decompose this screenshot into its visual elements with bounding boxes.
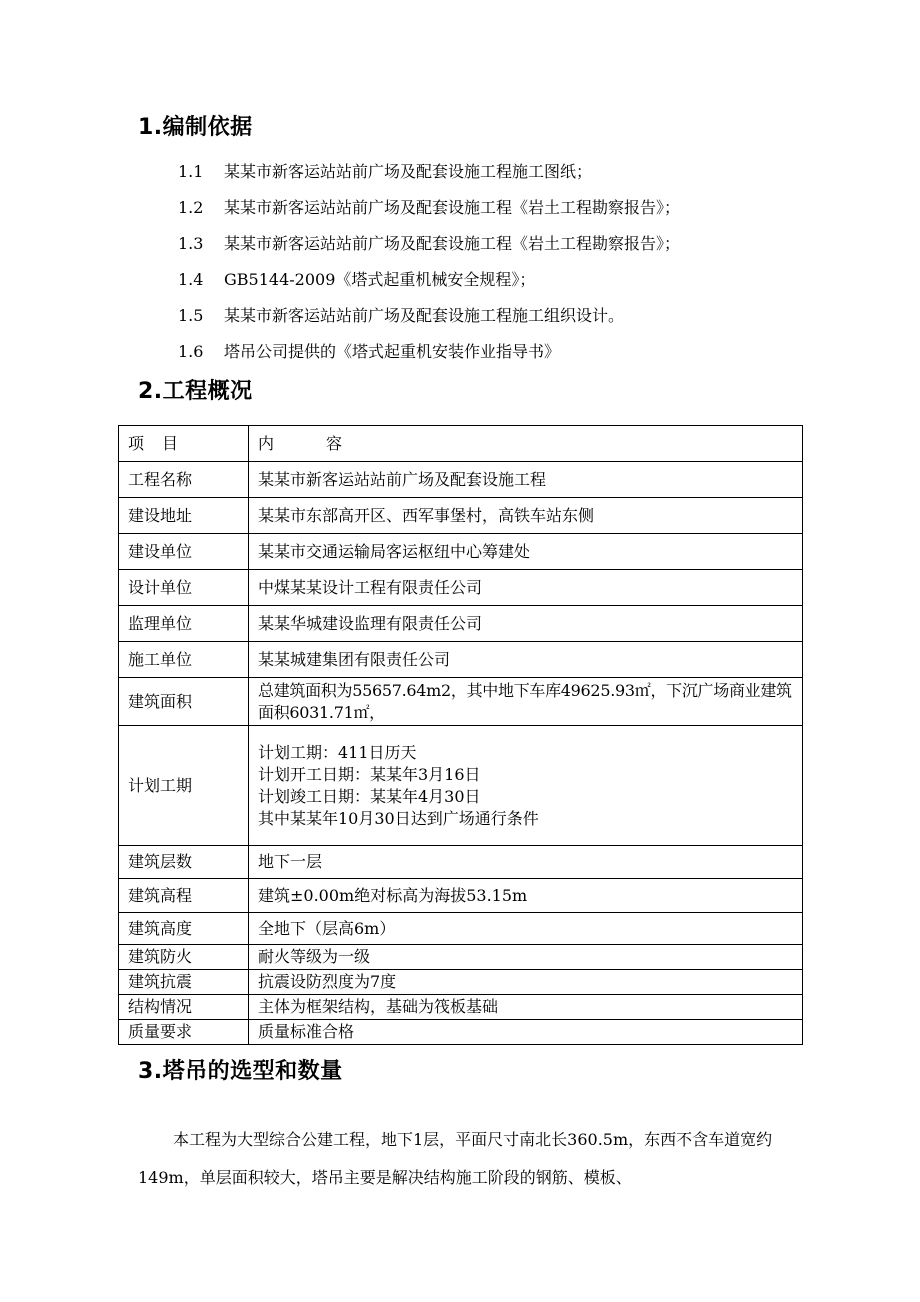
section-title-overview: 2.工程概况: [138, 379, 253, 404]
row-label: 建筑防火: [119, 945, 249, 970]
basis-item-text: 某某市新客运站站前广场及配套设施工程施工图纸；: [224, 162, 593, 181]
row-label: 建设地址: [119, 498, 249, 534]
table-row: [119, 678, 803, 726]
row-value: 抗震设防烈度为7度: [249, 970, 803, 995]
section-title-basis: 1.编制依据: [138, 115, 253, 140]
table-row: [119, 726, 803, 846]
basis-item-text: 某某市新客运站站前广场及配套设施工程《岩土工程勘察报告》；: [224, 234, 681, 253]
table-row: [119, 945, 803, 970]
schedule-line: 计划竣工日期：某某年4月30日: [258, 786, 481, 806]
row-label: 监理单位: [119, 606, 249, 642]
crane-paragraph: 本工程为大型综合公建工程，地下1层，平面尺寸南北长360.5m，东西不含车道宽约149m，单层面积较大，塔吊主要是解决结构施工阶段的钢筋、模板、: [138, 1130, 773, 1187]
row-label: 设计单位: [119, 570, 249, 606]
basis-item-number: 1.1: [178, 162, 204, 181]
table-row: [119, 534, 803, 570]
row-label: 计划工期: [119, 726, 249, 846]
table-row: [119, 913, 803, 945]
basis-item-text: GB5144-2009《塔式起重机械安全规程》；: [224, 270, 536, 289]
basis-item: [178, 161, 592, 183]
table-row: [119, 846, 803, 879]
basis-item: [178, 233, 680, 255]
table-header-content: 内 容: [249, 426, 803, 462]
basis-item: [178, 197, 680, 219]
row-value: 耐火等级为一级: [249, 945, 803, 970]
row-label: 结构情况: [119, 995, 249, 1020]
basis-item-text: 某某市新客运站站前广场及配套设施工程《岩土工程勘察报告》；: [224, 198, 681, 217]
table-row: [119, 995, 803, 1020]
table-row: [119, 570, 803, 606]
basis-item: [178, 305, 624, 327]
row-value: 主体为框架结构，基础为筏板基础: [249, 995, 803, 1020]
row-value: 某某市东部高开区、西军事堡村，高铁车站东侧: [249, 498, 803, 534]
schedule-cell: [249, 726, 803, 846]
row-label: 建筑抗震: [119, 970, 249, 995]
row-value: 总建筑面积为55657.64m2，其中地下车库49625.93㎡，下沉广场商业建筑面积6031.71㎡，: [249, 678, 803, 726]
table-row: [119, 879, 803, 913]
project-overview-table: [118, 425, 803, 1045]
basis-item-text: 某某市新客运站站前广场及配套设施工程施工组织设计。: [224, 306, 625, 325]
row-label: 建设单位: [119, 534, 249, 570]
row-value: 建筑±0.00m绝对标高为海拔53.15m: [249, 879, 803, 913]
table-header-item: 项 目: [119, 426, 249, 462]
schedule-line: 计划开工日期：某某年3月16日: [258, 764, 481, 784]
table-header-row: [119, 426, 803, 462]
schedule-line: 计划工期：411日历天: [258, 742, 417, 762]
basis-item-number: 1.5: [178, 306, 204, 325]
basis-item: [178, 341, 560, 363]
table-row: [119, 1020, 803, 1045]
row-value: 全地下（层高6m）: [249, 913, 803, 945]
row-value: 某某城建集团有限责任公司: [249, 642, 803, 678]
basis-item-text: 塔吊公司提供的《塔式起重机安装作业指导书》: [224, 342, 561, 361]
table-row: [119, 642, 803, 678]
row-label: 建筑面积: [119, 678, 249, 726]
row-label: 施工单位: [119, 642, 249, 678]
row-label: 工程名称: [119, 462, 249, 498]
table-row: [119, 498, 803, 534]
row-label: 建筑高度: [119, 913, 249, 945]
table-row: [119, 970, 803, 995]
basis-item-number: 1.3: [178, 234, 204, 253]
row-value: 中煤某某设计工程有限责任公司: [249, 570, 803, 606]
row-value: 某某市新客运站站前广场及配套设施工程: [249, 462, 803, 498]
row-label: 质量要求: [119, 1020, 249, 1045]
basis-item-number: 1.4: [178, 270, 204, 289]
row-value: 某某华城建设监理有限责任公司: [249, 606, 803, 642]
table-row: [119, 462, 803, 498]
section-title-crane: 3.塔吊的选型和数量: [138, 1059, 343, 1084]
row-value: 地下一层: [249, 846, 803, 879]
basis-item-number: 1.6: [178, 342, 204, 361]
schedule-line: 其中某某年10月30日达到广场通行条件: [258, 808, 539, 828]
row-value: 质量标准合格: [249, 1020, 803, 1045]
row-value: 某某市交通运输局客运枢纽中心筹建处: [249, 534, 803, 570]
basis-item-number: 1.2: [178, 198, 204, 217]
basis-item: [178, 269, 535, 291]
table-row: [119, 606, 803, 642]
row-label: 建筑层数: [119, 846, 249, 879]
row-label: 建筑高程: [119, 879, 249, 913]
